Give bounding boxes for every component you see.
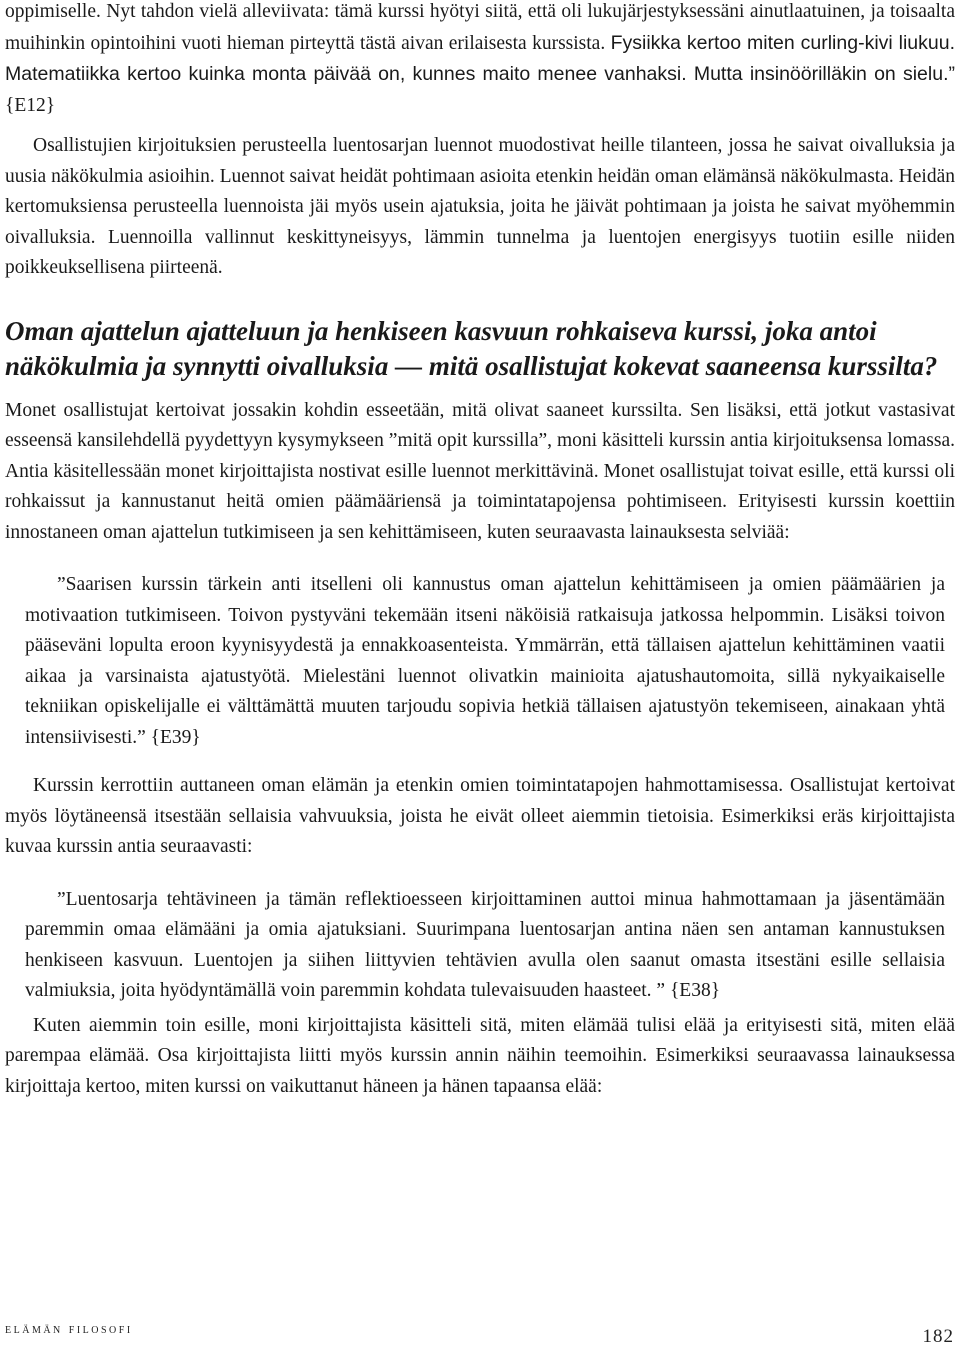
- section-heading: Oman ajattelun ajatteluun ja henkiseen kasvuun rohkaiseva kurssi, joka antoi näkökulmia ja synnytti oivalluksia — mitä osallistujat kokevat saaneensa kurssilta?: [5, 315, 938, 381]
- body-paragraph-4: Kurssin kerrottiin auttaneen oman elämän ja etenkin omien toimintatapojen hahmottamisessa. Osallistujat kertoivat myös löytäneensä itsestään sellaisia vahvuuksia, joista he eivät olleet aiemmin tietoisia. Esimerkiksi eräs kirjoittajista kuvaa kurssin antia seuraavasti:: [5, 775, 955, 857]
- intro-paragraph: [5, 0, 955, 121]
- block-quote-2-text: ”Luentosarja tehtävineen ja tämän reflektioesseen kirjoittaminen auttoi minua hahmottamaan ja jäsentämään paremmin omaa elämääni ja omia ajatuksiani. Suurimpana luentosarjan antina näen sen antaman kannustuksen henkiseen kasvuun. Luentojen ja siihen liittyvien tehtävien avulla olen saanut omasta itsestäni esille sellaisia valmiuksia, joita hyödyntämällä voin paremmin kohdata tulevaisuuden haasteet. ” {E38}: [25, 888, 945, 1001]
- intro-paragraph-serif: oppimiselle. Nyt tahdon vielä alleviivata: tämä kurssi hyötyi siitä, että oli lukujärjestyksessäni ainutlaatuinen, ja toisaalta muihinkin opintoihini vuoti hieman pirteyttä tästä aivan erilaisesta kurssista.: [5, 1, 955, 54]
- body-paragraph-5: Kuten aiemmin toin esille, moni kirjoittajista käsitteli sitä, miten elämää tulisi elää ja erityisesti sitä, miten elää parempaa elämää. Osa kirjoittajista liitti myös kurssin annin näihin teemoihin. Esimerkiksi seuraavassa lainauksessa kirjoittaja kertoo, miten kurssi on vaikuttanut häneen ja hänen tapaansa elää:: [5, 1014, 955, 1097]
- intro-paragraph-sans: Fysiikka kertoo miten curling-kivi liukuu. Matematiikka kertoo kuinka monta päivää on, kunnes maito menee vanhaksi. Mutta insinöörilläkin on sielu.”: [5, 31, 956, 85]
- intro-paragraph-ref: {E12}: [5, 94, 56, 116]
- page-number: 182: [922, 1326, 954, 1347]
- block-quote-1-text: ”Saarisen kurssin tärkein anti itselleni oli kannustus oman ajattelun kehittämiseen ja omien päämäärien ja motivaation tutkimiseen. Toivon pystyväni tekemään itseni näköisiä ratkaisuja jatkossa helpommin. Lisäksi toivon pääseväni lopulta eroon kyynisyydestä ja ennakkoasenteista. Ymmärrän, että tällaisen ajattelun kehittäminen vaatii aikaa ja varsinaista ajatustyötä. Mielestäni luennot olivatkin mainioita ajatushautomoita, sillä nykyaikaiselle tekniikan opiskelijalle ei välttämättä muuten tarjoudu sopivia hetkiä tällaisen ajatustyön tekemiseen, ainakaan yhtä intensiivisesti.” {E39}: [25, 574, 945, 748]
- body-paragraph-2: Osallistujien kirjoituksien perusteella luentosarjan luennot muodostivat heille tilanteen, jossa he saivat oivalluksia ja uusia näkökulmia asioihin. Luennot saivat heidät pohtimaan asioita etenkin heidän oman elämänsä näkökulmasta. Heidän kertomuksiensa perusteella luennoista jäi myös usein ajatuksia, joita he jäivät pohtimaan ja joista he saivat myöhemmin oivalluksia. Luennoilla vallinnut keskittyneisyys, lämmin tunnelma ja luentojen energisyys tuotiin esille niiden poikkeuksellisena piirteenä.: [5, 135, 955, 278]
- block-quote-1: [25, 570, 945, 753]
- document-page: [5, 0, 955, 1102]
- body-paragraph-3: Monet osallistujat kertoivat jossakin kohdin esseetään, mitä olivat saaneet kurssilta. Sen lisäksi, että jotkut vastasivat esseensä kansilehdellä pyydettyyn kysymykseen ”mitä opit kurssilla”, moni käsitteli kurssin antia kirjoituksensa lomassa. Antia käsitellessään monet kirjoittajista nostivat esille luennot merkittävinä. Monet osallistujat toivat esille, että kurssi oli rohkaissut ja kannustanut heitä omien päämääriensä ja toimintatapojensa pohtimiseen. Erityisesti kurssin koettiin innostaneen oman ajattelun tutkimiseen ja sen kehittämiseen, kuten seuraavasta lainauksesta selviää:: [5, 399, 955, 543]
- running-footer-label: elämän filosofi: [5, 1322, 133, 1337]
- block-quote-2: [25, 885, 945, 1007]
